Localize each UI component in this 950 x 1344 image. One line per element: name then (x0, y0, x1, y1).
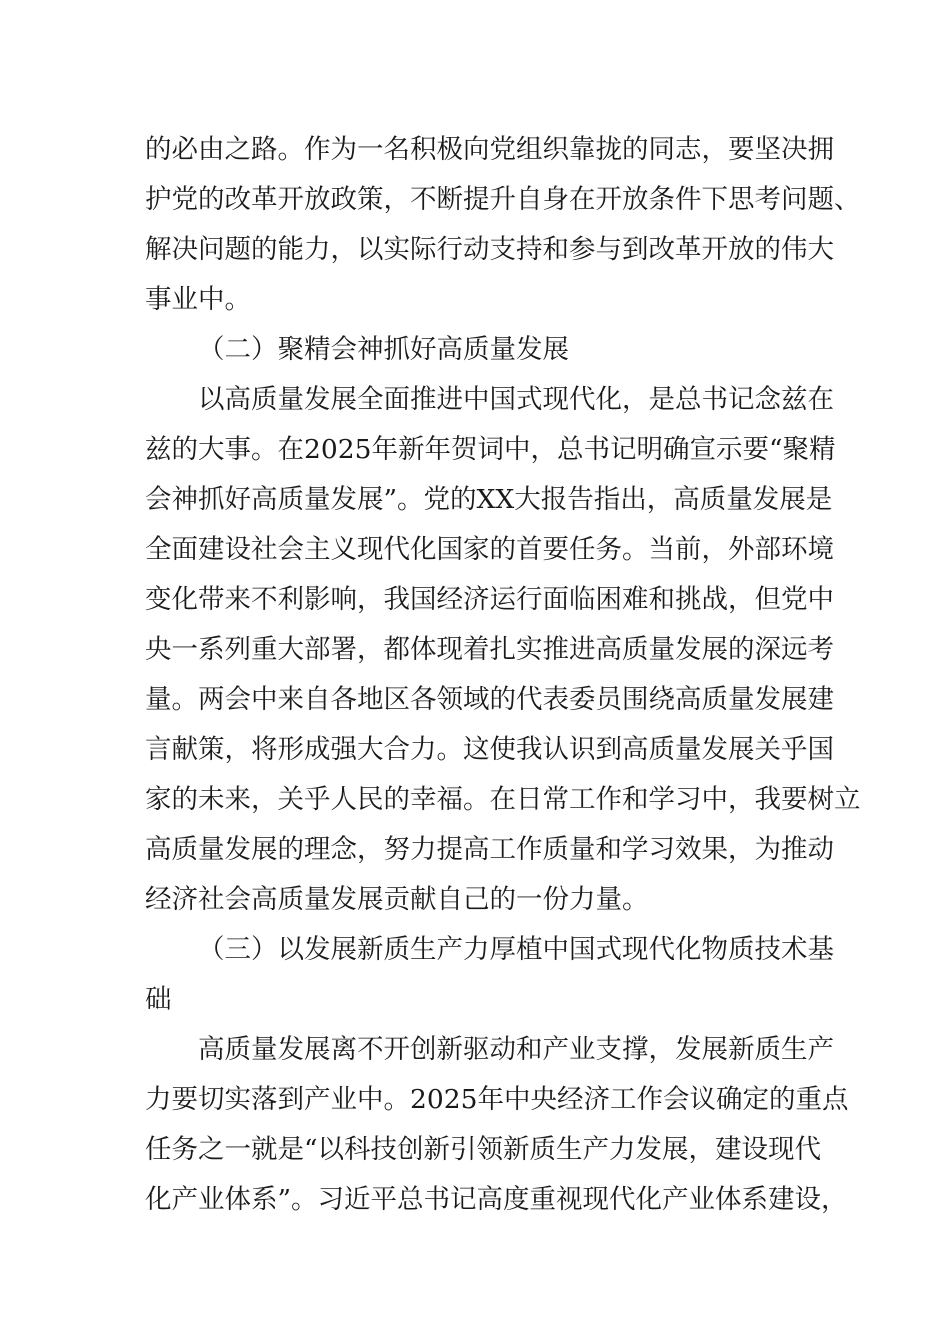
text-line: 兹的大事。在2025年新年贺词中，总书记明确宣示要“聚精 (145, 434, 836, 465)
text-line: 央一系列重大部署，都体现着扎实推进高质量发展的深远考 (145, 634, 834, 665)
text-line: 量。两会中来自各地区各领域的代表委员围绕高质量发展建 (145, 684, 834, 715)
text-line: 任务之一就是“以科技创新引领新质生产力发展，建设现代 (145, 1134, 822, 1165)
text-line: 会神抓好高质量发展”。党的XX大报告指出，高质量发展是 (145, 484, 833, 515)
text-line: 护党的改革开放政策，不断提升自身在开放条件下思考问题、 (145, 184, 861, 215)
text-line: 经济社会高质量发展贡献自己的一份力量。 (145, 884, 649, 915)
text-line: 言献策，将形成强大合力。这使我认识到高质量发展关乎国 (145, 734, 834, 765)
text-line: 事业中。 (145, 284, 251, 315)
text-line: 以高质量发展全面推进中国式现代化，是总书记念兹在 (198, 384, 834, 415)
text-line: 全面建设社会主义现代化国家的首要任务。当前，外部环境 (145, 534, 834, 565)
text-line: 的必由之路。作为一名积极向党组织靠拢的同志，要坚决拥 (145, 134, 834, 165)
section-heading-line: （三）以发展新质生产力厚植中国式现代化物质技术基 (198, 934, 834, 965)
section-heading-line: 础 (145, 984, 172, 1015)
text-line: 解决问题的能力，以实际行动支持和参与到改革开放的伟大 (145, 234, 834, 265)
text-line: 化产业体系”。习近平总书记高度重视现代化产业体系建设， (145, 1184, 848, 1215)
text-line: 力要切实落到产业中。2025年中央经济工作会议确定的重点 (145, 1084, 849, 1115)
text-line: 变化带来不利影响，我国经济运行面临困难和挑战，但党中 (145, 584, 834, 615)
text-line: 高质量发展离不开创新驱动和产业支撑，发展新质生产 (198, 1034, 834, 1065)
text-line: 高质量发展的理念，努力提高工作质量和学习效果，为推动 (145, 834, 834, 865)
text-line: 家的未来，关乎人民的幸福。在日常工作和学习中，我要树立 (145, 784, 861, 815)
section-heading: （二）聚精会神抓好高质量发展 (198, 334, 569, 365)
